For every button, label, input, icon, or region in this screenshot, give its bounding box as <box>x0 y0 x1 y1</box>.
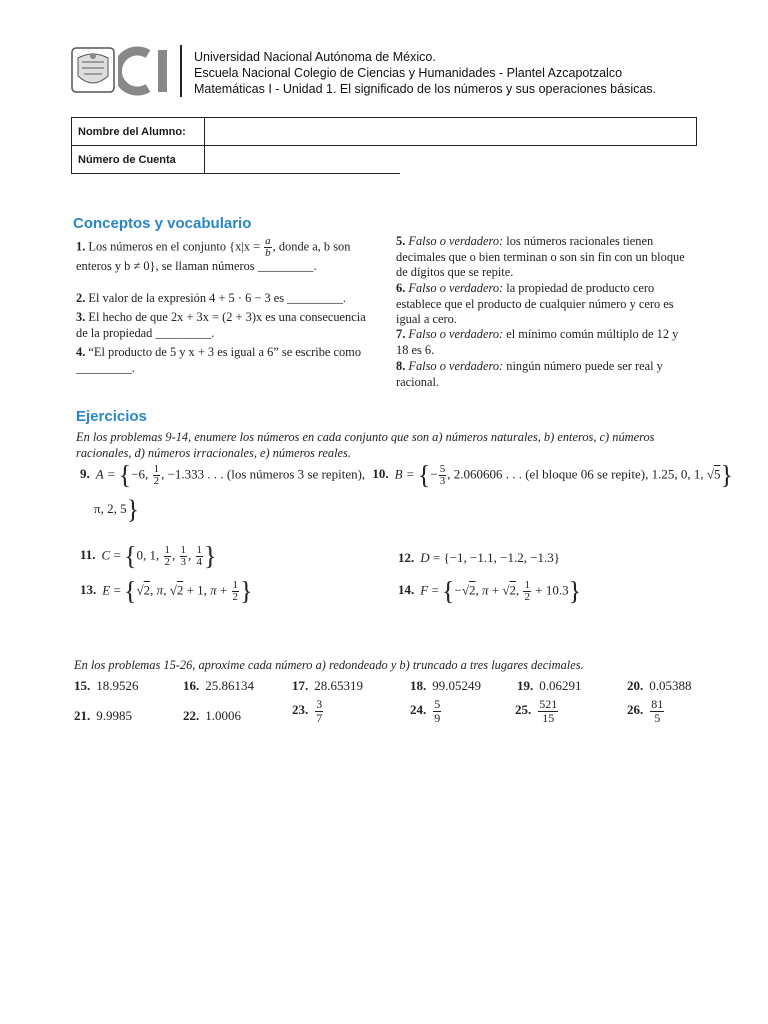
header-course: Matemáticas I - Unidad 1. El significado de los números y sus operaciones básicas. <box>194 82 657 96</box>
cch-logo-icon <box>118 46 176 96</box>
problem-24: 24. $\frac{5}{9}$ <box>410 697 441 725</box>
table-mask <box>400 146 699 175</box>
problem-23: 23. $\frac{3}{7}$ <box>292 697 323 725</box>
problem-15: 15. 18.9526 <box>74 678 139 693</box>
problem-25: 25. $\frac{521}{15}$ <box>515 697 558 725</box>
seal-icon <box>70 46 116 94</box>
header-university: Universidad Nacional Autónoma de México. <box>194 50 436 64</box>
header-school: Escuela Nacional Colegio de Ciencias y Humanidades - Plantel Azcapotzalco <box>194 66 623 80</box>
concept-item-2: 2. El valor de la expresión 4 + 5 · 6 − 3 es _________. <box>76 291 347 305</box>
problem-12: 12. D = {−1, −1.1, −1.2, −1.3} <box>398 550 561 565</box>
conceptos-title: Conceptos y vocabulario <box>73 215 252 232</box>
ejercicios-intro-1: En los problemas 9-14, enumere los números en cada conjunto que son a) números naturales, b) enteros, c) números racionales, d) números irracionales, e) números reales. <box>76 430 655 460</box>
concept-item-3: 3. El hecho de que 2x + 3x = (2 + 3)x es una consecuencia de la propiedad _________. <box>76 310 366 340</box>
account-label: Número de Cuenta <box>72 146 205 174</box>
problem-14: 14. F = {−√2, π + √2, $\frac{1}{2}$ + 10.3} <box>398 576 582 606</box>
concept-item-6: 6. Falso o verdadero: la propiedad de producto cero establece que el producto de cualquier número y cero es igual a cero. <box>396 281 674 326</box>
problem-16: 16. 25.86134 <box>183 678 254 693</box>
problem-22: 22. 1.0006 <box>183 708 241 723</box>
concept-item-5: 5. Falso o verdadero: los números racionales tienen decimales que o bien terminan o son sin fin con un bloque de dígitos que se repite. <box>396 234 685 279</box>
cch-logo <box>118 46 176 96</box>
header-divider <box>180 45 182 97</box>
ejercicios-intro-2: En los problemas 15-26, aproxime cada número a) redondeado y b) truncado a tres lugares decimales. <box>74 658 584 672</box>
problem-13: 13. E = {√2, π, √2 + 1, π + $\frac{1}{2}$ } <box>80 576 253 606</box>
problem-19: 19. 0.06291 <box>517 678 582 693</box>
ejercicios-title: Ejercicios <box>76 408 147 425</box>
name-label: Nombre del Alumno: <box>72 118 205 146</box>
unam-seal <box>70 46 116 94</box>
problem-9-10: 9. A = {−6, $\frac{1}{2}$ , −1.333 . . . (los números 3 se repiten), 10. B = {− $\frac{5}{3}$ , 2.060606 . . . (el bloque 06 se repite), 1.25, 0, 1, √5} <box>80 460 733 490</box>
problem-17: 17. 28.65319 <box>292 678 363 693</box>
problem-20: 20. 0.05388 <box>627 678 692 693</box>
concept-item-7: 7. Falso o verdadero: el mínimo común múltiplo de 12 y 18 es 6. <box>396 327 679 357</box>
concept-item-4: 4. “El producto de 5 y x + 3 es igual a 6” se escribe como _________. <box>76 345 362 375</box>
concept-item-1: 1. Los números en el conjunto {x|x = $\frac{a}{b}$ , donde a, b son enteros y b ≠ 0}, se llaman números _________. <box>76 235 351 273</box>
problem-26: 26. $\frac{81}{5}$ <box>627 697 664 725</box>
concept-item-8: 8. Falso o verdadero: ningún número puede ser real y racional. <box>396 359 663 389</box>
problem-10-tail: π, 2, 5} <box>94 495 140 524</box>
name-field[interactable] <box>205 118 697 146</box>
problem-11: 11. C = {0, 1, $\frac{1}{2}$ , $\frac{1}{3}$ , $\frac{1}{4}$ } <box>80 541 217 571</box>
problem-21: 21. 9.9985 <box>74 708 132 723</box>
problem-18: 18. 99.05249 <box>410 678 481 693</box>
